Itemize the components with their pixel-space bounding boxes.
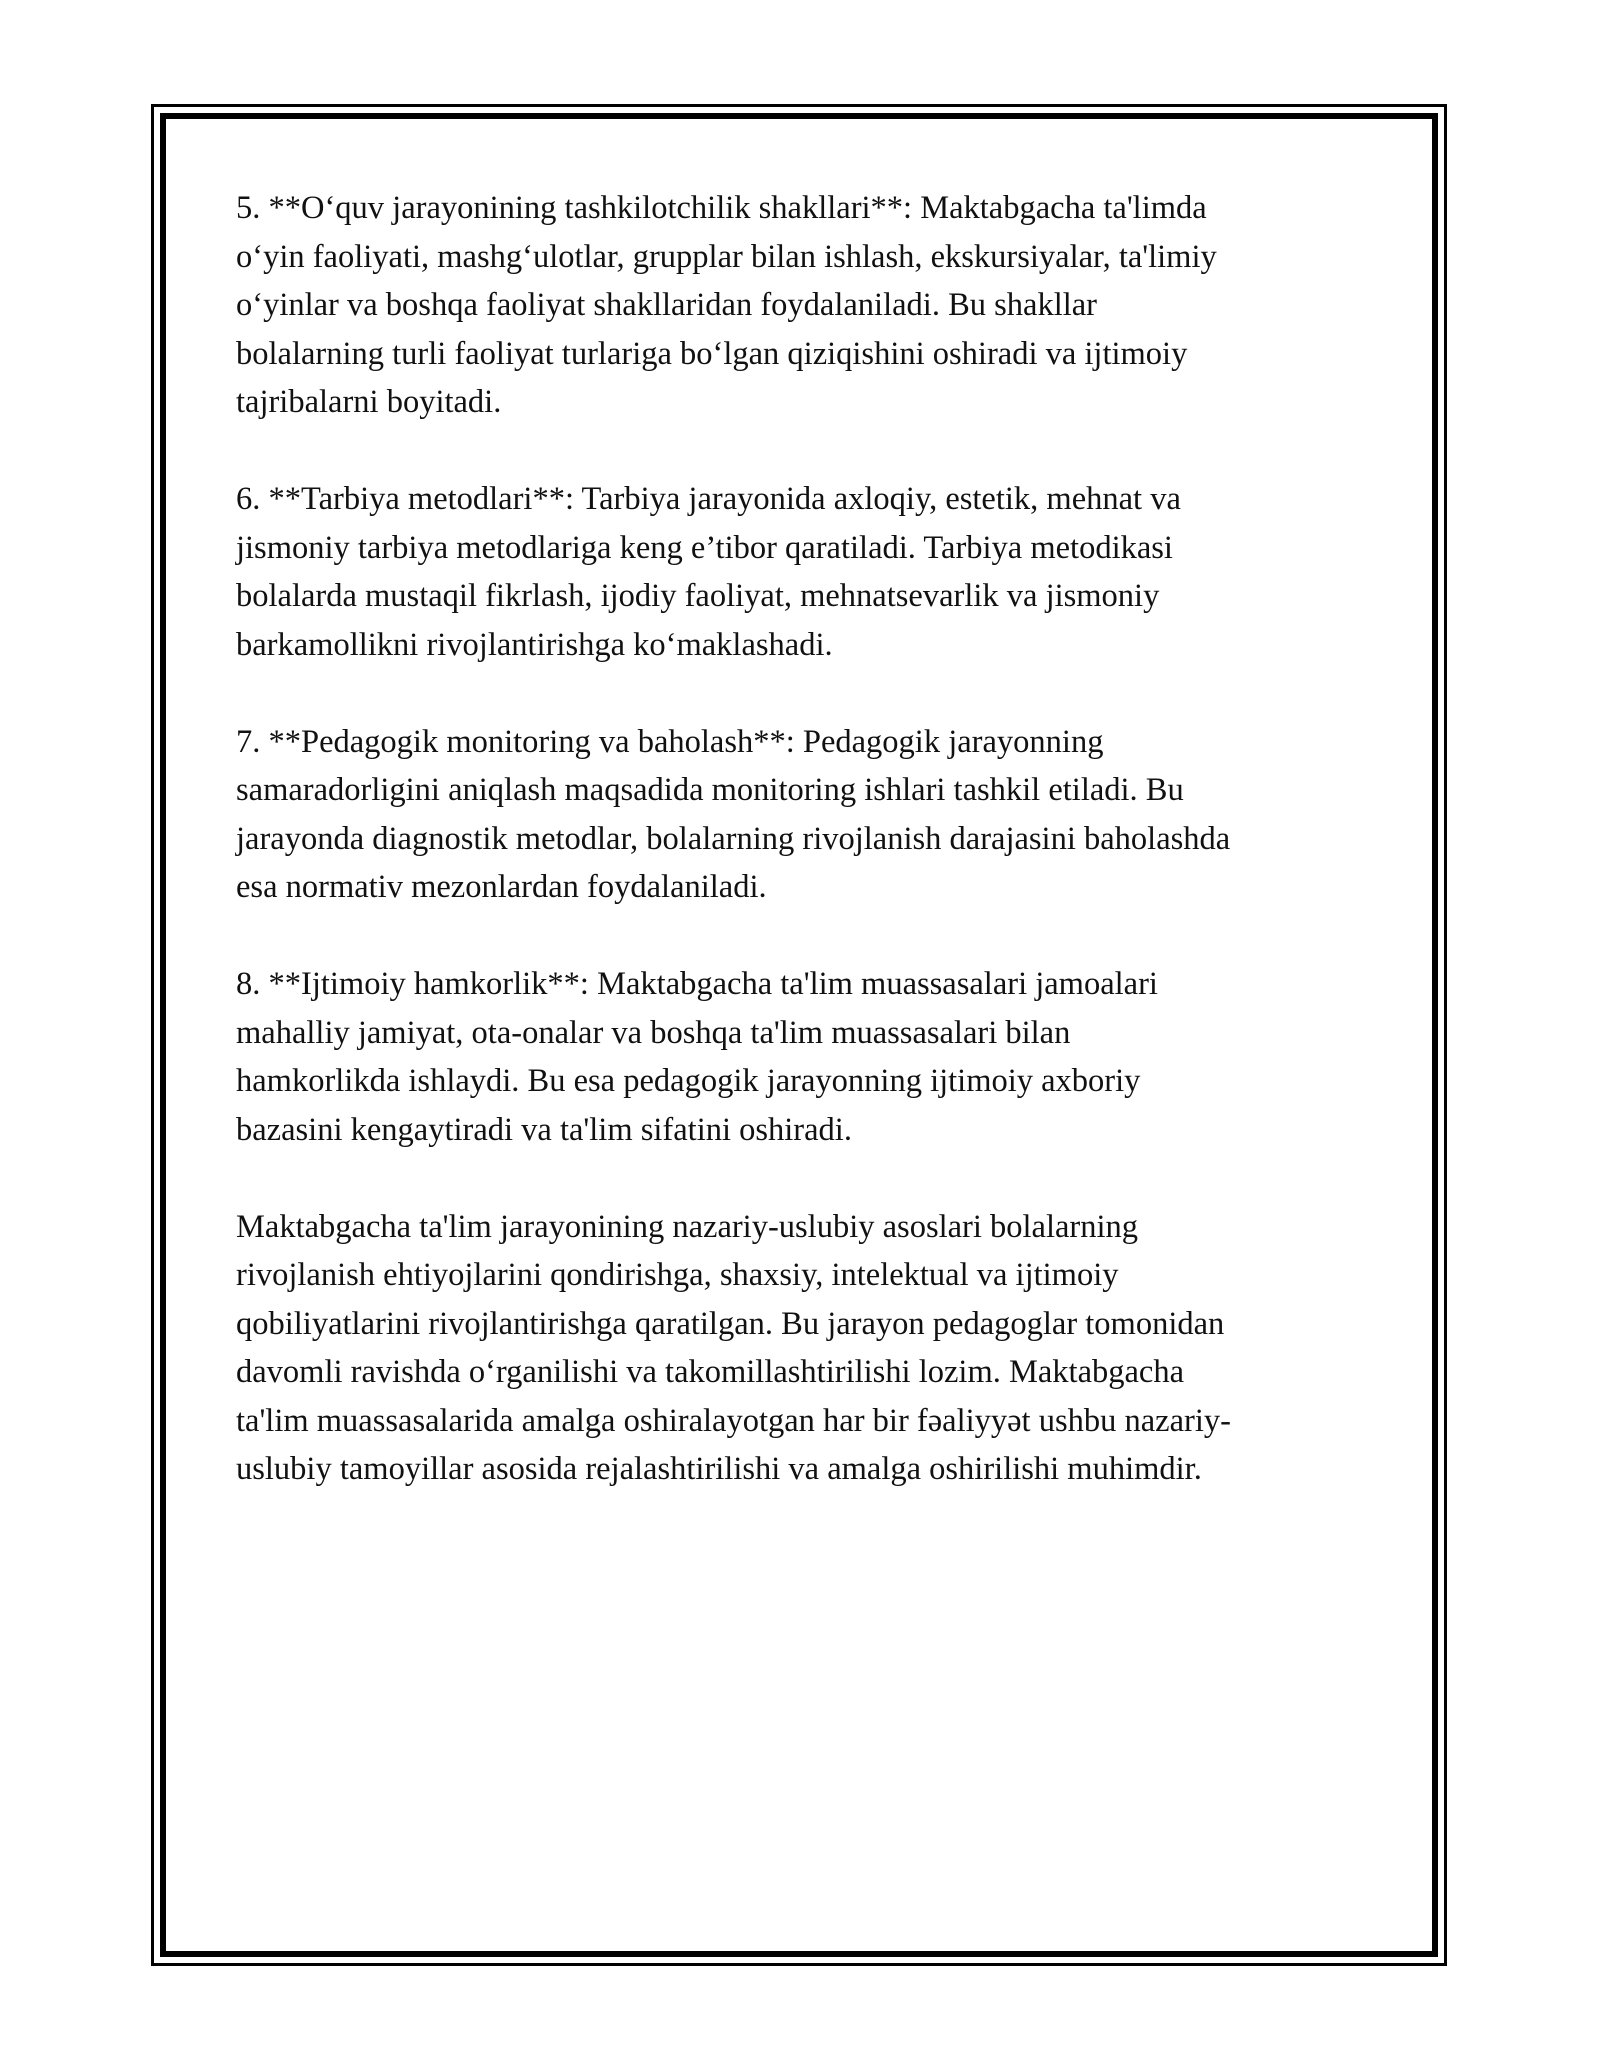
text-line: davomli ravishda o‘rganilishi va takomillashtirilishi lozim. Maktabgacha — [236, 1354, 1185, 1390]
paragraph-pedagogical-monitoring — [236, 718, 1386, 912]
text-line: barkamollikni rivojlantirishga ko‘maklashadi. — [236, 626, 833, 663]
text-line: mahalliy jamiyat, ota-onalar va boshqa ta'lim muassasalari bilan — [236, 1014, 1071, 1051]
paragraph-social-cooperation — [236, 960, 1386, 1154]
text-line: samaradorligini aniqlash maqsadida monitoring ishlari tashkil etiladi. Bu — [236, 772, 1184, 808]
text-line: rivojlanish ehtiyojlarini qondirishga, shaxsiy, intelektual va ijtimoiy — [236, 1257, 1119, 1293]
paragraph-upbringing-methods — [236, 475, 1386, 669]
text-line: 6. **Tarbiya metodlari**: Tarbiya jarayonida axloqiy, estetik, mehnat va — [236, 481, 1181, 517]
text-line: esa normativ mezonlardan foydalaniladi. — [236, 869, 767, 905]
text-line: hamkorlikda ishlaydi. Bu esa pedagogik jarayonning ijtimoiy axboriy — [236, 1063, 1141, 1099]
text-line: bolalarning turli faoliyat turlariga bo‘lgan qiziqishini oshiradi va ijtimoiy — [236, 335, 1188, 372]
text-line: 7. **Pedagogik monitoring va baholash**: Pedagogik jarayonning — [236, 723, 1104, 760]
text-line: bazasini kengaytiradi va ta'lim sifatini oshiradi. — [236, 1111, 852, 1148]
text-line: ta'lim muassasalarida amalga oshiralayotgan har bir fəaliyyət ushbu nazariy- — [236, 1402, 1231, 1439]
text-line: o‘yin faoliyati, mashg‘ulotlar, grupplar bilan ishlash, ekskursiyalar, ta'limiy — [236, 238, 1217, 275]
text-line: uslubiy tamoyillar asosida rejalashtirilishi va amalga oshirilishi muhimdir. — [236, 1451, 1202, 1487]
text-line: bolalarda mustaqil fikrlash, ijodiy faoliyat, mehnatsevarlik va jismoniy — [236, 578, 1160, 614]
text-line: qobiliyatlarini rivojlantirishga qaratilgan. Bu jarayon pedagoglar tomonidan — [236, 1305, 1225, 1342]
document-body — [236, 184, 1386, 1542]
text-line: 8. **Ijtimoiy hamkorlik**: Maktabgacha ta'lim muassasalari jamoalari — [236, 966, 1158, 1002]
text-line: jismoniy tarbiya metodlariga keng e’tibor qaratiladi. Tarbiya metodikasi — [236, 529, 1173, 566]
text-line: 5. **O‘quv jarayonining tashkilotchilik shakllari**: Maktabgacha ta'limda — [236, 190, 1207, 226]
text-line: Maktabgacha ta'lim jarayonining nazariy-uslubiy asoslari bolalarning — [236, 1208, 1139, 1245]
paragraph-organizational-forms — [236, 184, 1386, 427]
text-line: jarayonda diagnostik metodlar, bolalarning rivojlanish darajasini baholashda — [236, 820, 1231, 857]
text-line: tajribalarni boyitadi. — [236, 384, 502, 420]
paragraph-conclusion — [236, 1203, 1386, 1494]
text-line: o‘yinlar va boshqa faoliyat shakllaridan foydalaniladi. Bu shakllar — [236, 287, 1097, 323]
